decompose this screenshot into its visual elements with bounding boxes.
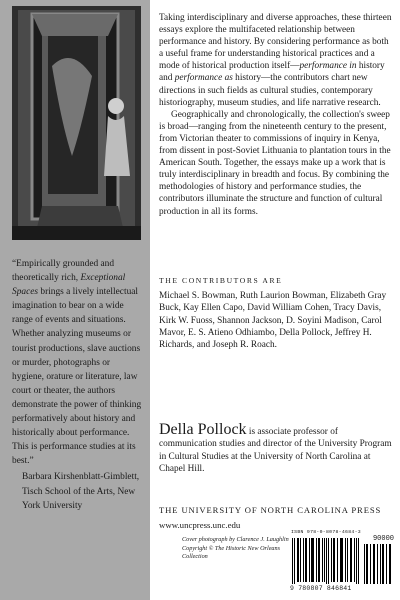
contributors-list: Michael S. Bowman, Ruth Laurion Bowman, Elizabeth Gray Buck, Kay Ellen Capo, David William Cohen, Tracy Davis, Kirk W. Fuoss, Shannon Jackson, D. Soyini Madison, Carol Mavor, E. S. Atieno Odhiambo, Della Pollock, Jeffrey H. Richards, and Joseph R. Roach. <box>159 291 387 351</box>
price-code: 90000 <box>372 535 394 543</box>
cover-photograph <box>12 6 141 240</box>
barcode-graphic <box>290 530 396 586</box>
book-description <box>159 12 395 218</box>
quote-text-2: brings a lively intellectual imagination to bear on a wide range of events and situations. Whether analyzing museums or tourist productions, slave auctions or murder, photographs or hygiene, orature or literature, law court or theater, the authors demonstrate the power of thinking performatively about history and historically about performance. This is performance studies at its best.” <box>12 287 142 467</box>
photo-credit: Cover photograph by Clarence J. Laughlin Copyright © The Historic New Orleans Collection <box>182 536 289 561</box>
contributors-heading: THE CONTRIBUTORS ARE <box>159 276 283 285</box>
addon-bars <box>364 544 391 584</box>
quote-attribution: Barbara Kirshenblatt-Gimblett, Tisch School of the Arts, New York University <box>22 472 140 511</box>
description-paragraph-1: Taking interdisciplinary and diverse approaches, these thirteen essays explore the multifaceted relationship between performance and history. By considering performance as both a useful frame for understanding historical practices and a mode of historical production itself—performance in history and performance as history—the contributors chart new directions in such fields as cultural studies, contemporary historiography, museum studies, and life narrative research. <box>159 13 392 108</box>
barcode-digits: 9 780807 846841 <box>290 585 352 592</box>
author-bio-text: is associate professor of communication studies and director of the University Program in Cultural Studies at the University of North Carolina at Chapel Hill. <box>159 427 392 474</box>
description-paragraph-2: Geographically and chronologically, the collection's sweep is broad—ranging from the nineteenth century to the present, from Victorian theater to commissions of inquiry in Kenya, from dissent in post-Soviet Lithuania to plantation tours in the American South. Together, the essays make up a work that is truly interdisciplinary in breadth and focus. By combining the methodologies of history and performance studies, the contributors illuminate the structure and function of cultural production in all its forms. <box>159 109 391 217</box>
publisher-url[interactable]: www.uncpress.unc.edu <box>159 520 241 530</box>
publisher-name: THE UNIVERSITY OF NORTH CAROLINA PRESS <box>159 505 382 515</box>
author-name: Della Pollock <box>159 421 247 438</box>
left-panel <box>0 0 150 600</box>
main-bars <box>292 538 359 584</box>
isbn-barcode <box>290 530 396 593</box>
quote-text-1: “Empirically grounded and theoretically rich, <box>12 259 115 284</box>
isbn-text: ISBN 978-0-8078-4684-3 <box>291 530 361 535</box>
quote-book-title: Exceptional Spaces <box>12 273 126 298</box>
endorsement-quote <box>12 257 144 513</box>
author-bio <box>159 422 395 475</box>
